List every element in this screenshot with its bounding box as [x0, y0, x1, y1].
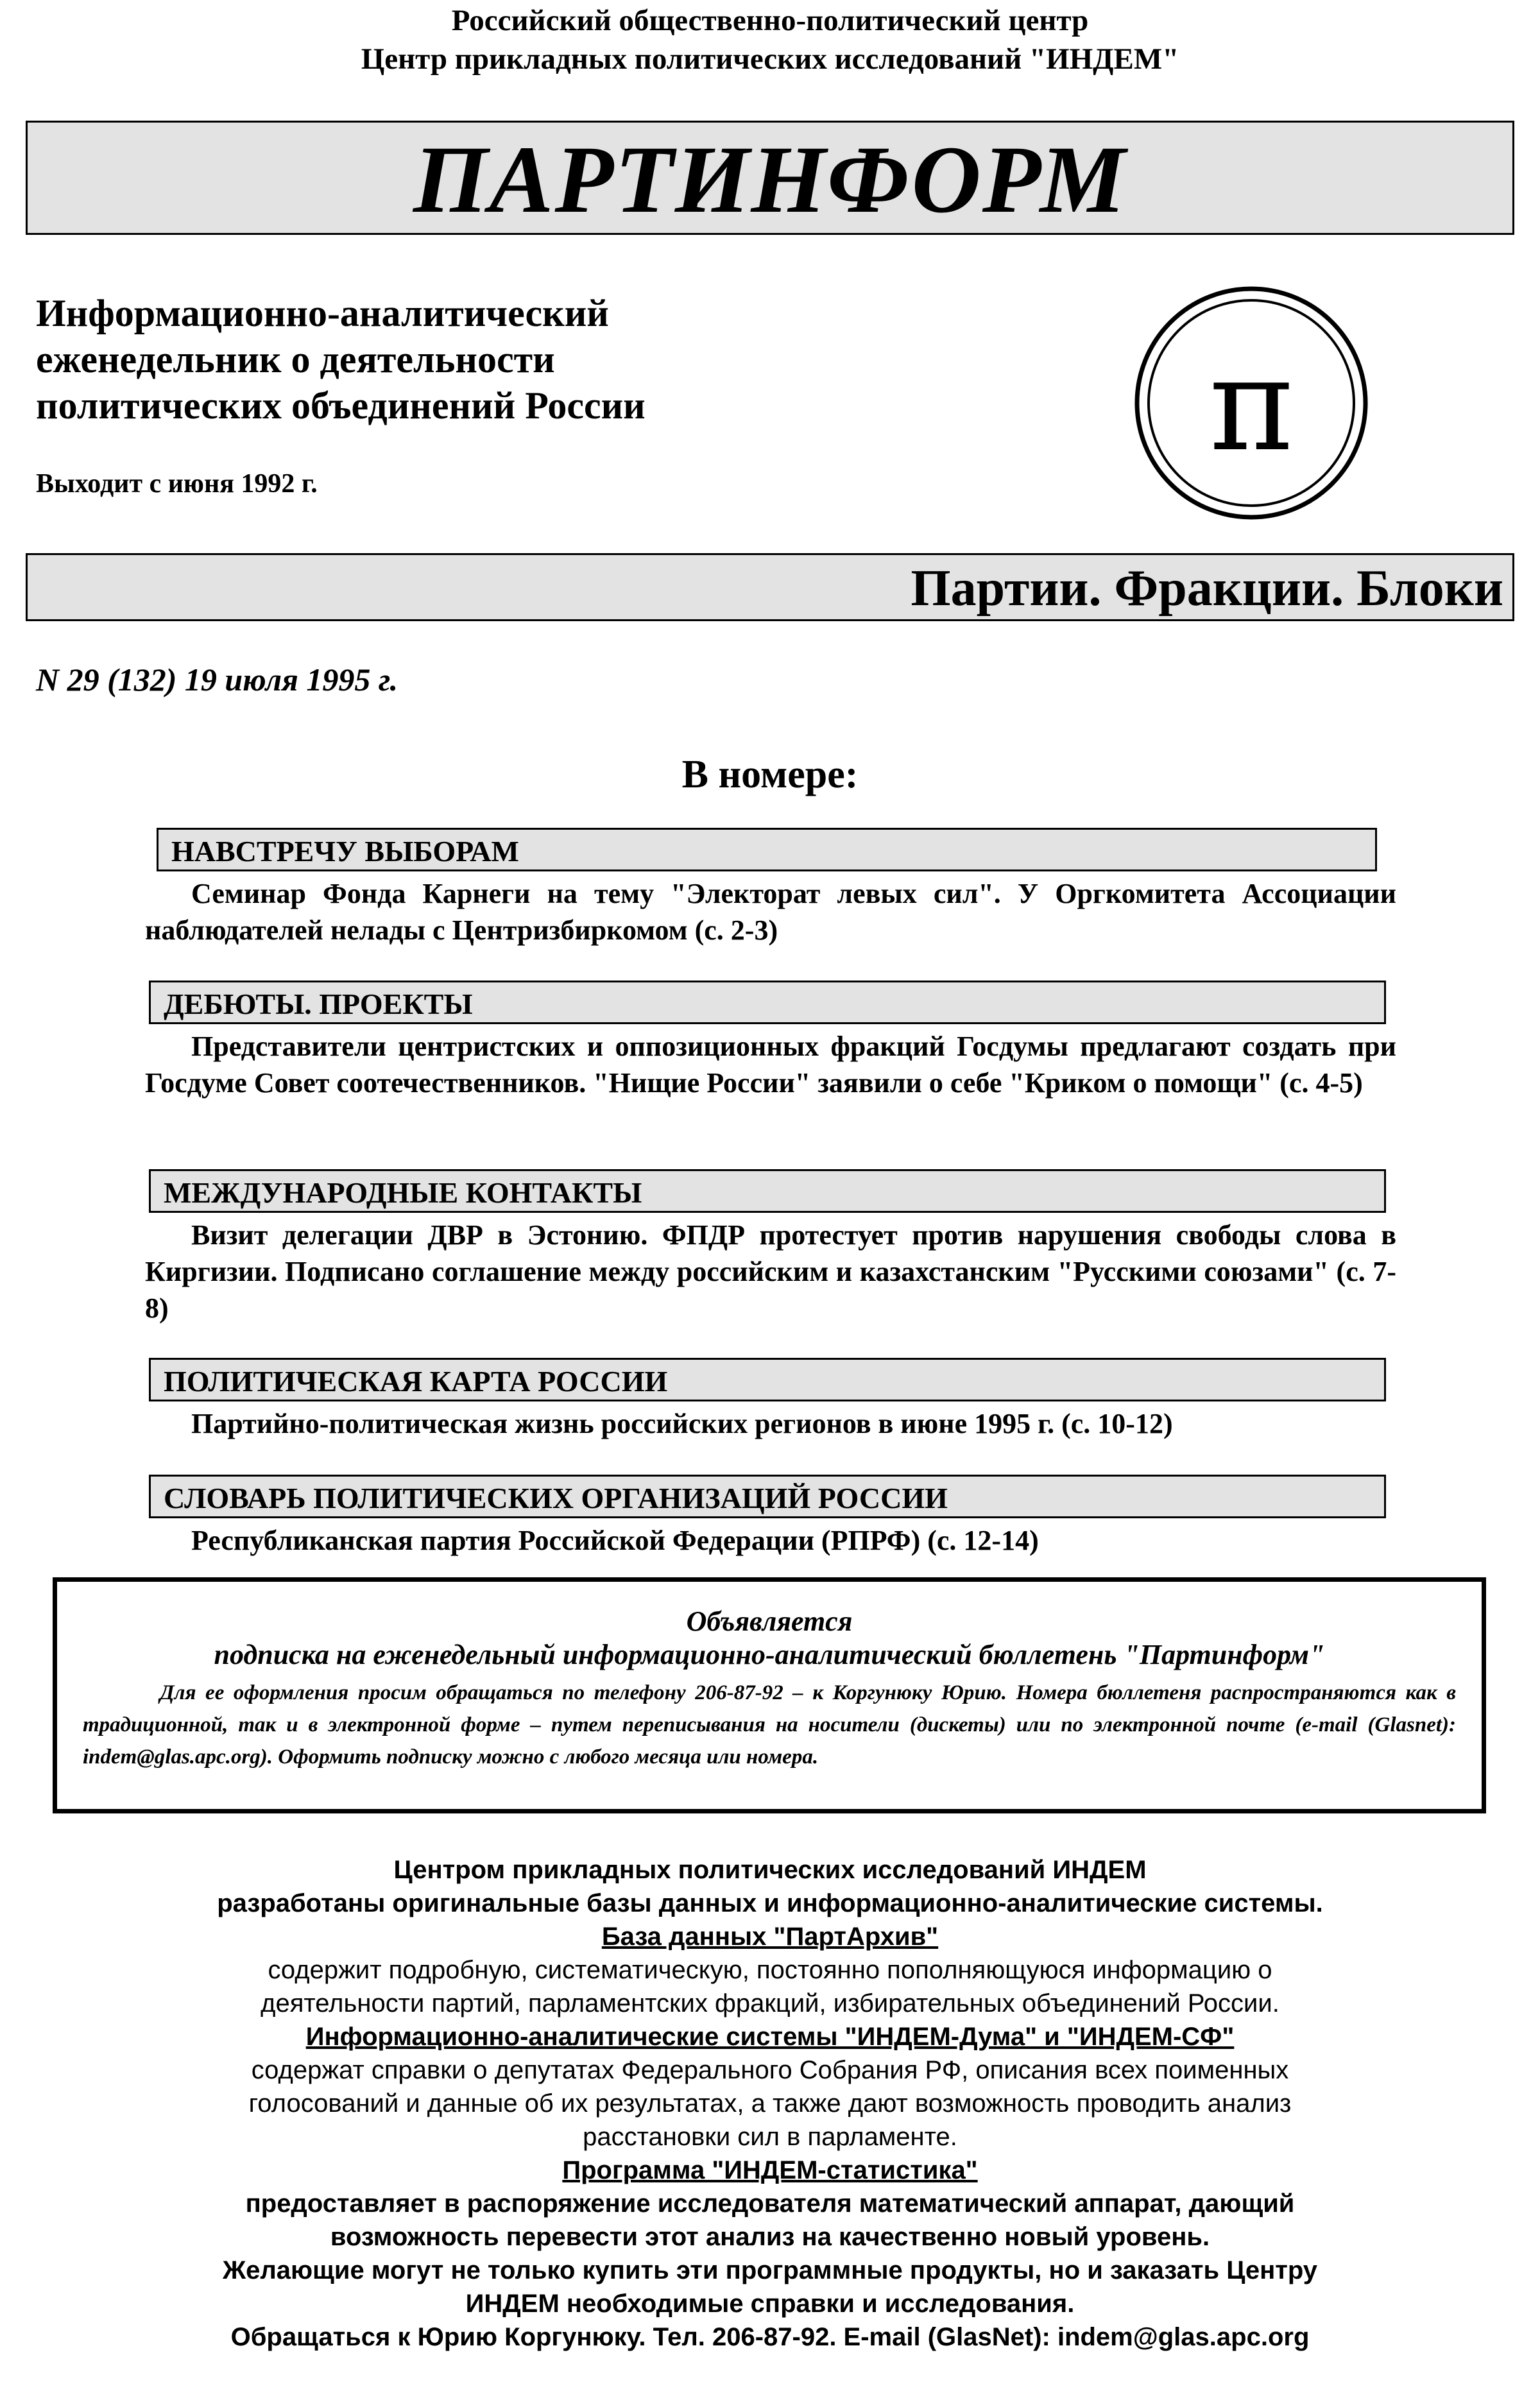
contents-heading: В номере:	[681, 753, 859, 796]
description-line: еженедельник о деятельности	[36, 338, 555, 381]
ad-product-partarchive: База данных "ПартАрхив"	[601, 1923, 939, 1951]
ad-line: Желающие могут не только купить эти программные продукты, но и заказать Центру	[222, 2256, 1318, 2284]
section-title: СЛОВАРЬ ПОЛИТИЧЕСКИХ ОРГАНИЗАЦИЙ РОССИИ	[164, 1482, 948, 1514]
published-since: Выходит с июня 1992 г.	[36, 469, 318, 499]
ad-line: Центром прикладных политических исследований ИНДЕМ	[393, 1856, 1147, 1884]
section-text: Партийно-политическая жизнь российских регионов в июне 1995 г. (с. 10-12)	[191, 1408, 1173, 1439]
section-text: Республиканская партия Российской Федерации (РПРФ) (с. 12-14)	[191, 1525, 1039, 1556]
ad-block	[0, 1853, 1540, 2354]
subscription-body: Для ее оформления просим обращаться по телефону 206-87-92 – к Коргунюку Юрию. Номера бюллетеня распространяются как в традиционной, так и в электронной форме – путем переписывания на носители (дискеты) или по электронной почте (e-mail (Glasnet): indem@glas.apc.org). Оформить подписку можно с любого месяца или номера.	[83, 1681, 1456, 1769]
subscription-title: подписка на еженедельный информационно-аналитический бюллетень "Партинформ"	[214, 1639, 1325, 1670]
subscription-box	[53, 1577, 1486, 1813]
ad-product-indem-duma: Информационно-аналитические системы "ИНДЕМ-Дума" и "ИНДЕМ-СФ"	[305, 2023, 1235, 2051]
section-bar-political-map	[149, 1358, 1386, 1401]
description-line: политических объединений России	[36, 384, 646, 427]
ad-line: возможность перевести этот анализ на качественно новый уровень.	[330, 2223, 1210, 2251]
section-title: НАВСТРЕЧУ ВЫБОРАМ	[171, 835, 519, 868]
subscription-announce: Объявляется	[686, 1606, 853, 1637]
section-text: Визит делегации ДВР в Эстонию. ФПДР протестует против нарушения свободы слова в Киргизии. Подписано соглашение между российским и казахстанским "Русскими союзами" (с. 7-8)	[145, 1219, 1396, 1324]
section-text: Представители центристских и оппозиционных фракций Госдумы предлагают создать при Госдуме Совет соотечественников. "Нищие России" заявили о себе "Криком о помощи" (с. 4-5)	[145, 1031, 1396, 1099]
publication-description	[36, 290, 646, 429]
ad-line: разработаны оригинальные базы данных и информационно-аналитические системы.	[217, 1889, 1323, 1917]
ad-line: расстановки сил в парламенте.	[583, 2123, 957, 2151]
ad-line: ИНДЕМ необходимые справки и исследования.	[465, 2290, 1075, 2318]
section-title: МЕЖДУНАРОДНЫЕ КОНТАКТЫ	[164, 1176, 642, 1209]
masthead-title: ПАРТИНФОРМ	[413, 126, 1127, 233]
description-line: Информационно-аналитический	[36, 292, 609, 334]
ad-line: предоставляет в распоряжение исследователя математический аппарат, дающий	[245, 2189, 1295, 2218]
issue-number: N 29 (132) 19 июля 1995 г.	[36, 662, 398, 698]
section-text: Семинар Фонда Карнеги на тему "Электорат левых сил". У Оргкомитета Ассоциации наблюдателей нелады с Центризбиркомом (с. 2-3)	[145, 878, 1396, 946]
masthead-banner	[26, 121, 1514, 235]
ad-line: содержит подробную, систематическую, постоянно пополняющуюся информацию о	[268, 1956, 1272, 1984]
ad-line: деятельности партий, парламентских фракций, избирательных объединений России.	[261, 1989, 1279, 2018]
rubric-bar	[26, 553, 1514, 621]
ad-line: содержат справки о депутатах Федерального Собрания РФ, описания всех поименных	[251, 2056, 1289, 2084]
section-title: ДЕБЮТЫ. ПРОЕКТЫ	[164, 988, 473, 1020]
section-bar-elections	[157, 828, 1377, 871]
pi-logo-icon	[1129, 281, 1373, 525]
ad-line: голосований и данные об их результатах, а также дают возможность проводить анализ	[248, 2089, 1292, 2118]
ad-contact: Обращаться к Юрию Коргунюку. Тел. 206-87-92. E-mail (GlasNet): indem@glas.apc.org	[230, 2323, 1310, 2351]
section-bar-debuts	[149, 981, 1386, 1024]
section-title: ПОЛИТИЧЕСКАЯ КАРТА РОССИИ	[164, 1365, 668, 1398]
section-bar-international	[149, 1169, 1386, 1213]
center-name: Центр прикладных политических исследований "ИНДЕМ"	[361, 42, 1179, 76]
ad-product-indem-stat: Программа "ИНДЕМ-статистика"	[562, 2156, 978, 2184]
section-bar-dictionary	[149, 1475, 1386, 1518]
rubric-label: Партии. Фракции. Блоки	[911, 560, 1503, 617]
pi-symbol: π	[1209, 330, 1294, 480]
org-name: Российский общественно-политический центр	[451, 4, 1089, 37]
